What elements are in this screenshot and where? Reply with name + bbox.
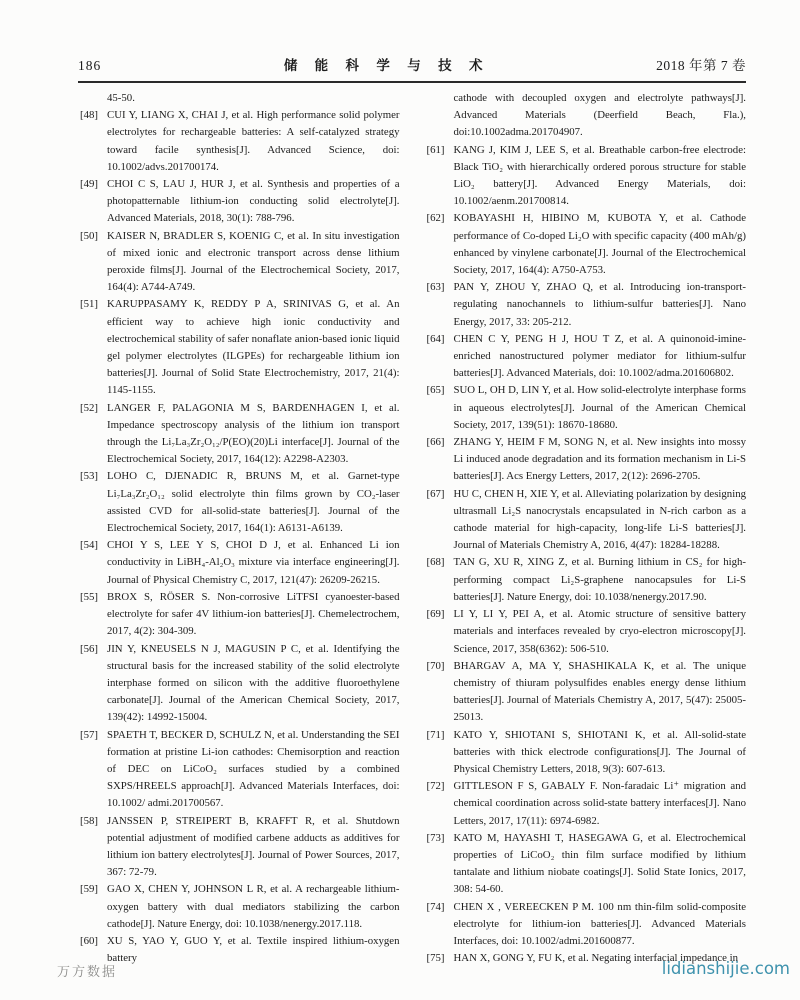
reference-text: KARUPPASAMY K, REDDY P A, SRINIVAS G, et al. An efficient way to achieve high ionic conductivity and electrochemical stability of safer nonaflate anion-based ionic liquid gel polymer electrolytes (ILGPEs) for rechargeable lithium ion batteries[J]. Journal of Solid State Electrochemistry, 2017, 21(4): 1145-1155. xyxy=(107,298,400,397)
reference-item xyxy=(427,727,747,779)
reference-item xyxy=(427,142,747,211)
page-header xyxy=(78,54,746,83)
reference-number: [74] xyxy=(426,900,445,913)
reference-item xyxy=(80,727,400,813)
reference-number: [68] xyxy=(426,556,445,569)
reference-item xyxy=(427,279,747,331)
references-left-column xyxy=(80,90,400,967)
reference-text: KATO Y, SHIOTANI S, SHIOTANI K, et al. All-solid-state batteries with thick electrode configurations[J]. The Journal of Physical Chemistry Letters, 2018, 9(3): 607-613. xyxy=(453,728,746,775)
reference-text: XU S, YAO Y, GUO Y, et al. Textile inspired lithium-oxygen battery xyxy=(107,934,400,965)
reference-text: HAN X, GONG Y, FU K, et al. Negating interfacial impedance in xyxy=(453,952,739,965)
reference-number: [67] xyxy=(426,487,445,500)
reference-item xyxy=(427,554,747,606)
reference-item xyxy=(80,468,400,537)
reference-number: [52] xyxy=(80,401,98,414)
reference-text: HU C, CHEN H, XIE Y, et al. Alleviating polarization by designing ultrasmall Li₂S nanocrystals encapsulated in N-rich carbon as a cathode material for high-capacity, long-life Li-S batteries[J]. Journal of Materials Chemistry A, 2016, 4(47): 18284-18288. xyxy=(453,487,746,552)
page-number: 186 xyxy=(78,58,102,73)
watermark-wanfang: 万方数据 xyxy=(57,964,118,979)
reference-text: CHOI C S, LAU J, HUR J, et al. Synthesis and properties of a photopatternable lithium-ion conducting solid electrolyte[J]. Advanced Materials, 2018, 30(1): 788-796. xyxy=(107,178,400,225)
reference-text: PAN Y, ZHOU Y, ZHAO Q, et al. Introducing ion-transport-regulating nanochannels to lithium-sulfur batteries[J]. Nano Energy, 2017, 33: 205-212. xyxy=(453,281,746,328)
reference-text: SUO L, OH D, LIN Y, et al. How solid-electrolyte interphase forms in aqueous electrolytes[J]. Journal of the American Chemical Society, 2017, 139(51): 18670-18680. xyxy=(453,384,746,431)
reference-text: ZHANG Y, HEIM F M, SONG N, et al. New insights into mossy Li induced anode degradation and its formation mechanism in Li-S batteries[J]. Acs Energy Letters, 2017, 2(12): 2696-2705. xyxy=(453,436,746,483)
reference-number: [50] xyxy=(80,229,98,242)
reference-number: [54] xyxy=(80,539,98,552)
reference-item xyxy=(80,400,400,469)
reference-number: [56] xyxy=(80,642,98,655)
reference-item xyxy=(427,210,747,279)
reference-number: [70] xyxy=(426,659,445,672)
reference-number: [49] xyxy=(80,178,98,191)
reference-item xyxy=(427,382,747,434)
reference-text: cathode with decoupled oxygen and electrolyte pathways[J]. Advanced Materials (Deerfield Beach, Fla.), doi:10.1002adma.201704907. xyxy=(453,92,746,139)
reference-item xyxy=(80,90,400,107)
references-section xyxy=(80,90,746,967)
reference-text: LANGER F, PALAGONIA M S, BARDENHAGEN I, et al. Impedance spectroscopy analysis of the lithium ion transport through the Li₇La₃Zr₂O₁₂/P(EO)(20)Li interface[J]. Journal of the Electrochemical Society, 2017, 164(12): A2298-A2303. xyxy=(107,401,400,466)
reference-number: [51] xyxy=(80,298,98,311)
reference-item xyxy=(80,813,400,882)
reference-item xyxy=(427,899,747,951)
reference-text: CUI Y, LIANG X, CHAI J, et al. High performance solid polymer electrolytes for rechargeable batteries: A self-catalyzed strategy toward facile synthesis[J]. Advanced Science, doi: 10.1002/advs.201700174. xyxy=(107,109,400,173)
reference-item xyxy=(80,228,400,297)
reference-item xyxy=(80,107,400,176)
issue-info: 2018 年第 7 卷 xyxy=(656,58,746,73)
reference-item xyxy=(80,296,400,399)
reference-number: [73] xyxy=(426,831,445,844)
reference-number: [59] xyxy=(80,883,98,896)
reference-item xyxy=(427,830,747,899)
reference-number: [53] xyxy=(80,470,98,483)
reference-item xyxy=(427,658,747,727)
reference-text: TAN G, XU R, XING Z, et al. Burning lithium in CS₂ for high-performing compact Li₂S-graphene nanocapsules for Li-S batteries[J]. Nature Energy, doi: 10.1038/nenergy.2017.90. xyxy=(453,556,746,603)
reference-text: GITTLESON F S, GABALY F. Non-faradaic Li⁺ migration and chemical coordination across solid-state battery interfaces[J]. Nano Letters, 2017, 17(11): 6974-6982. xyxy=(453,780,746,827)
reference-number xyxy=(427,90,454,142)
reference-number: [72] xyxy=(426,780,445,793)
reference-number: [57] xyxy=(80,728,98,741)
reference-number: [48] xyxy=(80,109,98,122)
reference-text: GAO X, CHEN Y, JOHNSON L R, et al. A rechargeable lithium-oxygen battery with dual mediators stabilizing the carbon cathode[J]. Nature Energy, doi: 10.1038/nenergy.2017.118. xyxy=(107,883,400,930)
reference-text: KATO M, HAYASHI T, HASEGAWA G, et al. Electrochemical properties of LiCoO₂ thin film surface modified by lithium tantalate and lithium niobate coatings[J]. Solid State Ionics, 2017, 308: 54-60. xyxy=(453,831,746,896)
reference-item xyxy=(80,589,400,641)
reference-number: [66] xyxy=(426,436,445,449)
reference-text: JIN Y, KNEUSELS N J, MAGUSIN P C, et al. Identifying the structural basis for the increased stability of the solid electrolyte interphase formed on silicon with the additive fluoroethylene carbonate[J]. Journal of the American Chemical Society, 2017, 139(42): 14992-15004. xyxy=(107,642,400,724)
reference-text: LI Y, LI Y, PEI A, et al. Atomic structure of sensitive battery materials and interfaces revealed by cryo-electron microscopy[J]. Science, 2017, 358(6362): 506-510. xyxy=(453,608,746,655)
reference-text: JANSSEN P, STREIPERT B, KRAFFT R, et al. Shutdown potential adjustment of modified carbene adducts as additives for lithium ion battery electrolytes[J]. Journal of Power Sources, 2017, 367: 72-79. xyxy=(107,814,400,879)
reference-number: [71] xyxy=(426,728,445,741)
reference-item xyxy=(427,606,747,658)
journal-title: 储 能 科 学 与 技 术 xyxy=(283,58,490,73)
reference-number: [61] xyxy=(426,143,445,156)
reference-number: [69] xyxy=(426,608,445,621)
reference-item xyxy=(427,778,747,830)
reference-number: [64] xyxy=(426,332,445,345)
reference-number: [60] xyxy=(80,934,98,947)
reference-text: 45-50. xyxy=(107,92,135,104)
reference-number: [55] xyxy=(80,590,98,603)
reference-text: CHOI Y S, LEE Y S, CHOI D J, et al. Enhanced Li ion conductivity in LiBH₄-Al₂O₃ mixture via interface engineering[J]. Journal of Physical Chemistry C, 2017, 121(47): 26209-26215. xyxy=(107,539,400,586)
reference-item xyxy=(427,331,747,383)
reference-item xyxy=(80,176,400,228)
references-right-column xyxy=(427,90,747,967)
reference-text: KOBAYASHI H, HIBINO M, KUBOTA Y, et al. Cathode performance of Co-doped Li₂O with specific capacity (400 mAh/g) enhanced by vinylene carbonate[J]. Journal of the Electrochemical Society, 2017, 164(4): A750-A753. xyxy=(453,212,746,277)
reference-item xyxy=(427,486,747,555)
reference-number: [65] xyxy=(426,384,445,397)
reference-text: BHARGAV A, MA Y, SHASHIKALA K, et al. The unique chemistry of thiuram polysulfides enables energy dense lithium batteries[J]. Journal of Materials Chemistry A, 2017, 5(47): 25005-25013. xyxy=(453,659,746,724)
reference-number xyxy=(80,90,107,107)
reference-text: CHEN C Y, PENG H J, HOU T Z, et al. A quinonoid-imine-enriched nanostructured polymer mediator for lithium-sulfur batteries[J]. Advanced Materials, doi: 10.1002/adma.201606802. xyxy=(453,332,746,380)
reference-text: KANG J, KIM J, LEE S, et al. Breathable carbon-free electrode: Black TiO₂ with hierarchically ordered porous structure for stable LiO₂ battery[J]. Advanced Energy Materials, doi: 10.1002/aenm.201700814. xyxy=(453,143,746,208)
website-watermark: lidianshijie.com xyxy=(661,959,790,978)
reference-item xyxy=(80,881,400,933)
reference-item xyxy=(80,641,400,727)
reference-text: SPAETH T, BECKER D, SCHULZ N, et al. Understanding the SEI formation at pristine Li-ion cathodes: Chemisorption and reaction of DEC on LiCoO₂ surfaces studied by a combined SXPS/HREELS approach[J]. Advanced Materials Interfaces, doi: 10.1002/ admi.201700567. xyxy=(107,728,400,810)
reference-item xyxy=(427,434,747,486)
reference-text: BROX S, RÖSER S. Non-corrosive LiTFSI cyanoester-based electrolyte for safer 4V lithium-ion batteries[J]. Chemelectrochem, 2017, 4(2): 304-309. xyxy=(107,590,400,638)
reference-text: KAISER N, BRADLER S, KOENIG C, et al. In situ investigation of mixed ionic and electronic transport across dense lithium peroxide films[J]. Journal of the Electrochemical Society, 2017, 164(4): A744-A749. xyxy=(107,229,400,294)
reference-item xyxy=(80,537,400,589)
page-footer xyxy=(0,945,800,1000)
reference-text: CHEN X , VEREECKEN P M. 100 nm thin-film solid-composite electrolyte for lithium-ion batteries[J]. Advanced Materials Interfaces, doi: 10.1002/admi.201600877. xyxy=(453,900,746,947)
reference-number: [63] xyxy=(426,281,445,294)
reference-text: LOHO C, DJENADIC R, BRUNS M, et al. Garnet-type Li₇La₃Zr₂O₁₂ solid electrolyte thin films grown by CO₂-laser assisted CVD for all-solid-state batteries[J]. Journal of the Electrochemical Society, 2017, 164(1): A6131-A6139. xyxy=(107,470,400,535)
reference-item xyxy=(427,90,747,142)
reference-number: [58] xyxy=(80,814,98,827)
reference-number: [75] xyxy=(426,952,445,965)
reference-number: [62] xyxy=(426,212,445,225)
